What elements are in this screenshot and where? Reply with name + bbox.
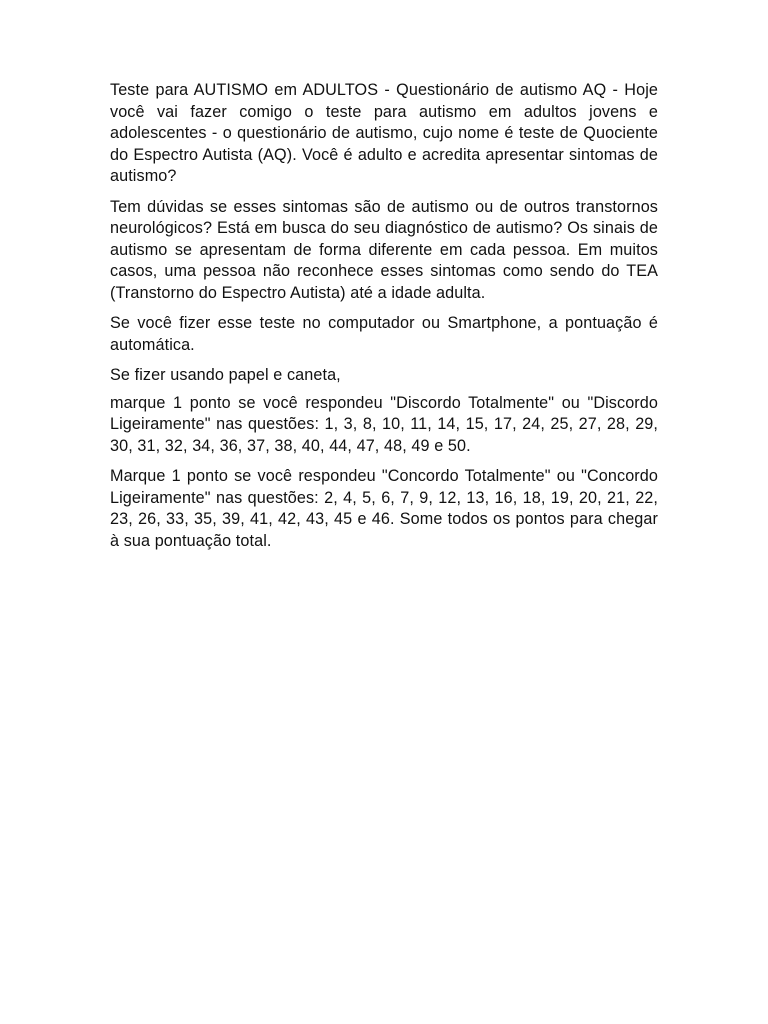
paper-pen-paragraph: Se fizer usando papel e caneta, [110, 366, 341, 384]
intro-paragraph: Teste para AUTISMO em ADULTOS - Questionário de autismo AQ - Hoje você vai fazer comigo o teste para autismo em adultos jovens e adolescentes - o questionário de autismo, cujo nome é teste de Quociente do Espectro Autista (AQ). Você é adulto e acredita apresentar sintomas de autismo? [110, 81, 658, 185]
disagree-scoring-paragraph: marque 1 ponto se você respondeu "Discordo Totalmente" ou "Discordo Ligeiramente" nas questões: 1, 3, 8, 10, 11, 14, 15, 17, 24, 25, 27, 28, 29, 30, 31, 32, 34, 36, 37, 38, 40, 44, 47, 48, 49 e 50. [110, 393, 658, 455]
automatic-score-paragraph: Se você fizer esse teste no computador ou Smartphone, a pontuação é automática. [110, 314, 658, 354]
doubts-paragraph: Tem dúvidas se esses sintomas são de autismo ou de outros transtornos neurológicos? Está em busca do seu diagnóstico de autismo? Os sinais de autismo se apresentam de forma diferente em cada pessoa. Em muitos casos, uma pessoa não reconhece esses sintomas como sendo do TEA (Transtorno do Espectro Autista) até a idade adulta. [110, 197, 658, 302]
document-page [110, 80, 658, 561]
agree-scoring-paragraph: Marque 1 ponto se você respondeu "Concordo Totalmente" ou "Concordo Ligeiramente" nas questões: 2, 4, 5, 6, 7, 9, 12, 13, 16, 18, 19, 20, 21, 22, 23, 26, 33, 35, 39, 41, 42, 43, 45 e 46. Some todos os pontos para chegar à sua pontuação total. [110, 467, 658, 550]
